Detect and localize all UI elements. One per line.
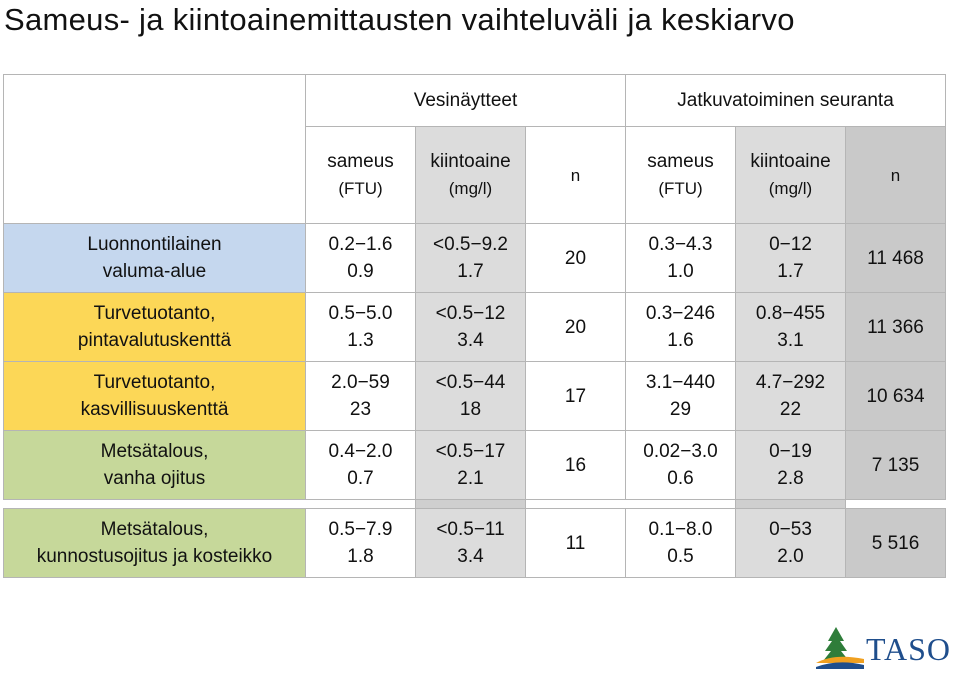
col-label: n: [570, 165, 581, 185]
cont-turbidity-cell: 3.1−440 29: [626, 362, 736, 431]
cont-n-cell: 7 135: [846, 431, 946, 500]
taso-logo: [814, 623, 954, 673]
corner-cell: [4, 75, 306, 224]
logo-text: TASO: [866, 631, 951, 667]
cont-n-cell: 11 468: [846, 224, 946, 293]
cont-n-cell: 5 516: [846, 509, 946, 578]
table-row: [4, 509, 946, 578]
col-header-cont-solids: [736, 127, 846, 224]
samples-n-cell: 11: [526, 509, 626, 578]
samples-solids-cell: <0.5−12 3.4: [416, 293, 526, 362]
group-header-samples: Vesinäytteet: [306, 75, 626, 127]
tree-landscape-icon: [814, 623, 866, 671]
row-label: Metsätalous, vanha ojitus: [4, 431, 306, 500]
measurement-table: [3, 74, 946, 578]
group-header-row: [4, 75, 946, 127]
col-label: kiintoaine: [750, 151, 831, 172]
col-label: sameus: [327, 151, 394, 172]
samples-turbidity-cell: 0.5−7.9 1.8: [306, 509, 416, 578]
col-unit: (mg/l): [448, 179, 493, 198]
col-unit: (mg/l): [768, 179, 813, 198]
cont-turbidity-cell: 0.02−3.0 0.6: [626, 431, 736, 500]
cont-turbidity-cell: 0.3−4.3 1.0: [626, 224, 736, 293]
col-header-cont-n: [846, 127, 946, 224]
cont-n-cell: 11 366: [846, 293, 946, 362]
col-header-samples-solids: [416, 127, 526, 224]
col-unit: (FTU): [658, 179, 703, 198]
samples-n-cell: 20: [526, 224, 626, 293]
samples-solids-cell: <0.5−17 2.1: [416, 431, 526, 500]
col-label: n: [890, 165, 901, 185]
samples-solids-cell: <0.5−9.2 1.7: [416, 224, 526, 293]
col-header-samples-n: [526, 127, 626, 224]
samples-solids-cell: <0.5−11 3.4: [416, 509, 526, 578]
row-label: Turvetuotanto, pintavalutuskenttä: [4, 293, 306, 362]
samples-n-cell: 20: [526, 293, 626, 362]
cont-solids-cell: 0−12 1.7: [736, 224, 846, 293]
cont-n-cell: 10 634: [846, 362, 946, 431]
row-label: Luonnontilainen valuma-alue: [4, 224, 306, 293]
cont-solids-cell: 0.8−455 3.1: [736, 293, 846, 362]
table-row: [4, 431, 946, 500]
table-row: [4, 293, 946, 362]
col-header-cont-turbidity: [626, 127, 736, 224]
row-label: Metsätalous, kunnostusojitus ja kosteikko: [4, 509, 306, 578]
samples-turbidity-cell: 0.2−1.6 0.9: [306, 224, 416, 293]
col-unit: (FTU): [338, 179, 383, 198]
cont-turbidity-cell: 0.3−246 1.6: [626, 293, 736, 362]
col-header-samples-turbidity: [306, 127, 416, 224]
col-label: sameus: [647, 151, 714, 172]
cont-solids-cell: 4.7−292 22: [736, 362, 846, 431]
row-label: Turvetuotanto, kasvillisuuskenttä: [4, 362, 306, 431]
samples-n-cell: 16: [526, 431, 626, 500]
samples-turbidity-cell: 2.0−59 23: [306, 362, 416, 431]
table-row: [4, 362, 946, 431]
group-header-continuous: Jatkuvatoiminen seuranta: [626, 75, 946, 127]
col-label: kiintoaine: [430, 151, 511, 172]
cont-turbidity-cell: 0.1−8.0 0.5: [626, 509, 736, 578]
cont-solids-cell: 0−19 2.8: [736, 431, 846, 500]
spacer-row: [4, 500, 946, 509]
samples-turbidity-cell: 0.5−5.0 1.3: [306, 293, 416, 362]
samples-n-cell: 17: [526, 362, 626, 431]
slide-title: Sameus- ja kiintoainemittausten vaihteluväli ja keskiarvo: [4, 2, 795, 37]
samples-turbidity-cell: 0.4−2.0 0.7: [306, 431, 416, 500]
table-row: [4, 224, 946, 293]
cont-solids-cell: 0−53 2.0: [736, 509, 846, 578]
samples-solids-cell: <0.5−44 18: [416, 362, 526, 431]
